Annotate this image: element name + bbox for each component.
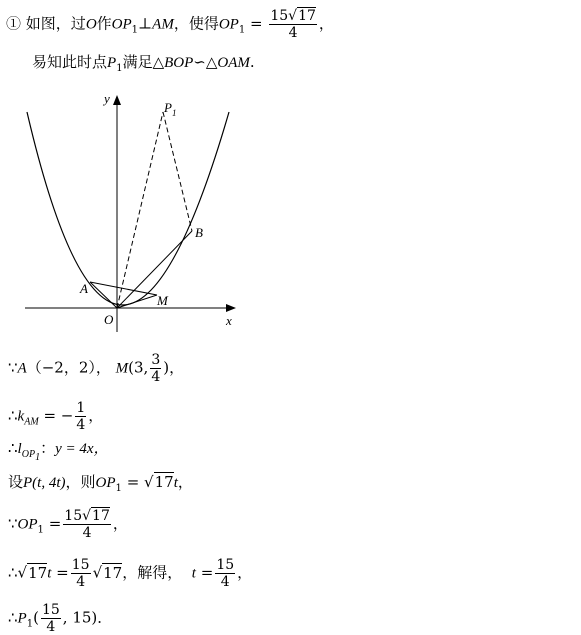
fraction-15-over-4-b	[215, 557, 235, 590]
k-num: 1	[76, 400, 86, 416]
fraction-3-over-4	[150, 352, 161, 385]
fraction-15sqrt17-over-4-b: $\frac{15√17}{4}$	[64, 508, 110, 541]
line-2	[32, 52, 255, 79]
line-l-sub-text: OP	[21, 449, 36, 460]
triangle-bop: BOP	[164, 55, 194, 71]
end-comma-2: ，	[112, 514, 128, 533]
circled-number: ①	[6, 14, 22, 33]
var-t-2: t	[47, 565, 52, 582]
frac-den: 4	[288, 25, 298, 41]
label-m: M	[157, 293, 168, 308]
frac-num-b: 17	[298, 8, 316, 24]
den-4-c: 4	[46, 619, 56, 635]
fraction-15-sqrt17-over-4: $\frac{15√17}{4}$	[270, 8, 316, 41]
sol-line-4: 设P(t, 4t)，则$OP_1 = √17t$，	[8, 473, 193, 494]
segment-op-2: OP	[218, 16, 239, 33]
segment-op: OP	[111, 16, 132, 33]
eq-sign-3: =	[56, 563, 69, 582]
point-p1: P	[17, 610, 27, 627]
num-b: 17	[92, 508, 110, 524]
sub-1e: 1	[37, 524, 44, 536]
sol-line-3	[8, 438, 109, 468]
perp-symbol: ⊥	[138, 14, 153, 33]
fraction-15-over-4-c	[41, 602, 61, 635]
label-y: y	[104, 91, 110, 106]
therefore-symbol-2: ∴	[8, 439, 18, 457]
m-close: )，	[163, 358, 185, 377]
sol-line-5	[8, 508, 128, 541]
sol-line-6: ∴√17t = $\frac{15}{4}$ √17，解得， t = $\frac{15}{4}$ ，	[8, 557, 253, 590]
line-l: l	[17, 441, 22, 457]
sub-1b: 1	[238, 24, 246, 36]
close-paren: , 15)．	[62, 608, 113, 627]
line-eq: y = 4x，	[55, 441, 109, 457]
comma: ，	[318, 14, 334, 33]
point-o: O	[85, 16, 97, 33]
label-a: A	[80, 281, 88, 296]
end-comma: ，	[177, 473, 193, 491]
m-open: (3,	[128, 358, 149, 377]
frac-num-a: 15	[270, 8, 289, 24]
solve-text: ，解得，	[122, 563, 183, 582]
label-p-sub: 1	[172, 108, 177, 118]
slope-k: k	[17, 408, 25, 425]
eq-minus: = −	[43, 406, 74, 425]
triangle-oam: OAM	[217, 55, 250, 71]
segment-am-line	[90, 282, 157, 295]
a-coords: （−2，2），	[26, 358, 111, 377]
intro-line: ① 如图，过O作$OP_1\perp AM$，使得$OP_1$ = $\frac{15√17}{4}$ ，	[6, 8, 334, 41]
sub-1: 1	[131, 24, 139, 36]
sub-1c: 1	[116, 63, 123, 74]
num-15-c: 15	[41, 602, 60, 618]
eq-sign-2: =	[48, 514, 62, 533]
end-comma-3: ，	[237, 563, 253, 582]
segment-op-4: OP	[17, 516, 38, 533]
segment-op1-dashed	[117, 112, 163, 308]
therefore-symbol-4: ∴	[8, 608, 18, 627]
because-symbol: ∵	[8, 358, 18, 377]
segment-ob	[117, 231, 192, 308]
eq-sign: =	[126, 473, 140, 491]
period: .	[249, 53, 255, 71]
segment-bp1-dashed	[163, 112, 192, 231]
num-15: 15	[71, 557, 90, 573]
sol-line-1	[8, 352, 184, 385]
line2-text-1: 易知此时点	[32, 53, 108, 71]
m-den: 4	[151, 369, 161, 385]
den-4: 4	[76, 574, 86, 590]
slope-sub: AM	[24, 416, 39, 428]
label-p: P	[164, 100, 172, 115]
fraction-1-over-4	[75, 400, 86, 433]
radicand-2: 17	[28, 563, 48, 582]
segment-am: AM	[152, 16, 174, 33]
line-l-sub	[21, 449, 41, 463]
radicand: 17	[154, 473, 174, 491]
intro-text-1: 如图，过	[25, 14, 86, 33]
then-text: ，则	[65, 473, 96, 491]
den-4-b: 4	[220, 574, 230, 590]
sub-1f: 1	[26, 618, 34, 630]
therefore-symbol-3: ∴	[8, 563, 18, 582]
let-text: 设	[8, 473, 24, 491]
therefore-symbol: ∴	[8, 406, 18, 425]
line-l-sub2: 1	[35, 452, 41, 463]
radicand-3: 17	[103, 563, 123, 582]
point-a: A	[17, 360, 27, 377]
label-x: x	[226, 313, 232, 328]
point-p-param: P(t, 4t)	[23, 475, 66, 491]
similar-symbol: ∽△	[193, 53, 218, 71]
m-num: 3	[151, 352, 161, 368]
sol-line-7	[8, 602, 112, 635]
den: 4	[82, 525, 92, 541]
intro-text-3: ，使得	[173, 14, 219, 33]
num-15-b: 15	[216, 557, 235, 573]
open-paren: (	[33, 608, 39, 627]
point-m: M	[115, 360, 129, 377]
parabola-figure	[20, 85, 250, 335]
segment-oa	[90, 282, 117, 308]
intro-text-2: 作	[96, 14, 112, 33]
y-axis-arrow-icon	[113, 95, 121, 105]
k-den: 4	[76, 417, 86, 433]
line2-text-2: 满足△	[122, 53, 165, 71]
segment-op-3: OP	[95, 475, 116, 491]
k-end: ，	[88, 406, 104, 425]
sol-line-2	[8, 400, 103, 433]
point-p: P	[107, 55, 117, 71]
label-b: B	[195, 225, 203, 240]
num-a: 15	[64, 508, 83, 524]
var-t: t	[173, 475, 178, 491]
parabola-curve	[27, 112, 229, 305]
x-axis-arrow-icon	[226, 304, 236, 312]
label-o: O	[104, 312, 114, 327]
because-symbol-2: ∵	[8, 514, 18, 533]
fraction-15-over-4	[71, 557, 91, 590]
colon: ：	[40, 439, 56, 457]
sub-1d: 1	[115, 483, 122, 494]
eq-sign-4: =	[200, 563, 214, 582]
var-t-3: t	[191, 565, 196, 582]
